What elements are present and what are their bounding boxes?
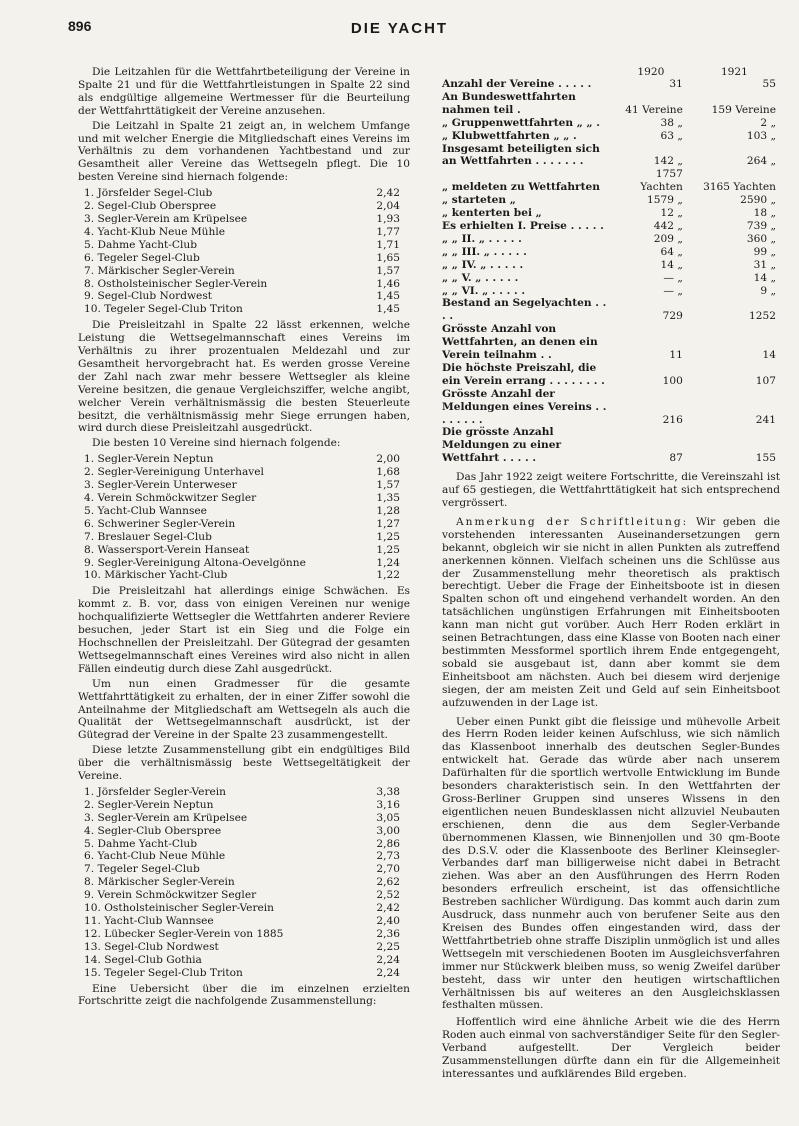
club-name: Dahme Yacht-Club — [97, 837, 197, 850]
row-label: „ Gruppenwettfahrten „ „ . — [442, 116, 600, 129]
score-value: 1,28 — [376, 504, 400, 517]
score-value: 2,25 — [376, 940, 400, 953]
value-1921: 2590 „ — [740, 194, 776, 207]
list-item — [84, 928, 410, 941]
value-1920: — „ — [663, 284, 683, 297]
score-value: 2,04 — [376, 200, 400, 213]
club-name: Tegeler Segel-Club — [97, 863, 200, 876]
page-number: 896 — [68, 18, 92, 34]
value-1921: 55 — [762, 78, 776, 90]
list-item — [84, 838, 410, 851]
list-item — [84, 226, 410, 239]
right-column — [442, 66, 780, 1083]
club-name: Verein Schmöckwitzer Segler — [97, 492, 257, 504]
list-item — [84, 453, 410, 466]
score-value: 1,25 — [376, 530, 400, 543]
rank-number: 8. — [84, 543, 95, 556]
table-row — [442, 207, 780, 220]
row-label: „ „ IV. „ . . . . . — [442, 258, 524, 271]
value-1921: 2 „ — [760, 116, 776, 129]
score-value: 3,38 — [376, 785, 400, 798]
table-row — [442, 143, 780, 169]
table-row — [442, 426, 780, 465]
statistics-table — [442, 66, 780, 465]
score-value: 2,42 — [376, 187, 400, 200]
club-name: Märkischer Segler-Verein — [97, 264, 235, 277]
rank-number: 3. — [84, 811, 95, 824]
list-item — [84, 557, 410, 570]
list-item — [84, 213, 410, 226]
rank-number: 8. — [84, 277, 95, 290]
year-header: 1920 — [637, 66, 665, 78]
rank-number: 1. — [84, 453, 95, 466]
list-item — [84, 569, 410, 582]
row-label: „ „ V. „ . . . . . — [442, 271, 519, 284]
list-item — [84, 278, 410, 291]
club-name: Märkischer Yacht-Club — [104, 569, 228, 582]
value-1920: 38 „ — [660, 116, 683, 129]
rank-number: 7. — [84, 264, 95, 277]
list-item — [84, 915, 410, 928]
score-value: 1,35 — [376, 492, 400, 504]
list-item — [84, 799, 410, 812]
rank-number: 5. — [84, 837, 95, 850]
value-1921: 99 „ — [753, 245, 776, 258]
score-value: 2,62 — [376, 876, 400, 889]
club-name: Segler-Verein Neptun — [97, 453, 214, 466]
list-item — [84, 505, 410, 518]
club-name: Verein Schmöckwitzer Segler — [97, 889, 257, 902]
rank-number: 12. — [84, 927, 101, 940]
value-1920: 41 Vereine — [625, 103, 683, 116]
score-value: 2,52 — [376, 889, 400, 902]
table-row — [442, 194, 780, 207]
list-item — [84, 466, 410, 479]
paragraph: Ueber einen Punkt gibt die fleissige und mühevolle Arbeit des Herrn Roden leider keinen Aufschluss, wie sich nämlich das Klassenboot innerhalb des deutschen Segler-Bundes entwickelt hat. Gerade das würde aber nach unserem Dafürhalten für die sportlich wertvolle Entwicklung im Bunde besonders charakteristisch sein. In den Wettfahrten der Gross-Berliner Gruppen sind unseres Wissens in den eigentlichen neuen Bundesklassen nicht allzuviel Neubauten erschienen, denn die aus dem Segler-Verbande übernommenen Klassen, wie Binnenjollen und 30 qm-Boote des D.S.V. oder die Klassenboote des Berliner Kleinsegler-Verbandes darf man billigerweise nicht dabei in Betracht ziehen. Was aber an den Ausführungen des Herrn Roden besonders erfreulich erscheint, ist das offensichtliche Bestreben sachlicher Würdigung. Das kommt auch darin zum Ausdruck, dass nunmehr auch von berufener Seite aus den Kreisen des Bundes offen eingestanden wird, dass der Wettfahrtbetrieb ohne straffe Disziplin unmöglich ist und alles Wettsegeln mit verschiedenen Booten im Ausgleichsverfahren immer nur Stückwerk bleiben muss, so wenig Zweifel darüber besteht, dass wir unter den heutigen wirtschaftlichen Verhältnissen bis auf weiteres an den Ausgleichsklassen festhalten müssen. — [442, 715, 780, 1012]
list-item — [84, 187, 410, 200]
list-item — [84, 252, 410, 265]
list-item — [84, 954, 410, 967]
club-name: Segel-Club Gothia — [104, 953, 202, 966]
rank-number: 9. — [84, 290, 95, 303]
value-1920: 64 „ — [660, 245, 683, 258]
table-row — [442, 233, 780, 246]
rank-number: 8. — [84, 876, 95, 889]
value-1920: 11 — [669, 349, 683, 362]
rank-number: 2. — [84, 798, 95, 811]
value-1920: 142 „ — [653, 155, 683, 168]
rank-number: 6. — [84, 850, 95, 863]
value-1920: 12 „ — [660, 207, 683, 220]
row-label: „ „ III. „ . . . . . — [442, 245, 527, 258]
table-row — [442, 130, 780, 143]
rank-number: 4. — [84, 492, 95, 504]
club-name: Segler-Verein Neptun — [97, 798, 214, 811]
club-name: Segel-Club Oberspree — [97, 200, 217, 213]
score-value: 1,71 — [376, 238, 400, 251]
paragraph: Die besten 10 Vereine sind hiernach folgende: — [92, 437, 341, 450]
value-1921: 159 Vereine — [711, 103, 776, 116]
club-name: Yacht-Club Neue Mühle — [97, 850, 226, 863]
club-name: Segler-Club Oberspree — [97, 824, 222, 837]
score-value: 1,45 — [376, 303, 400, 316]
score-value: 1,27 — [376, 517, 400, 530]
score-value: 1,93 — [376, 212, 400, 225]
club-name: Jörsfelder Segler-Verein — [97, 785, 226, 798]
list-item — [84, 531, 410, 544]
list-item — [84, 200, 410, 213]
table-row — [442, 246, 780, 259]
list-item — [84, 967, 410, 980]
score-value: 1,22 — [376, 569, 400, 582]
score-value: 2,42 — [376, 902, 400, 915]
value-1920: 729 — [662, 310, 683, 323]
list-item — [84, 876, 410, 889]
score-value: 2,70 — [376, 863, 400, 876]
row-label: Grösste Anzahl von Wettfahrten, an denen ein Verein teilnahm . . — [442, 323, 598, 362]
value-1921: 264 „ — [746, 155, 776, 168]
value-1920: — „ — [663, 271, 683, 284]
rank-number: 10. — [84, 569, 101, 582]
rank-number: 2. — [84, 200, 95, 213]
club-name: Schweriner Segler-Verein — [97, 517, 236, 530]
value-1920: 1757 Yachten — [640, 168, 683, 194]
paragraph: Die Preisleitzahl hat allerdings einige Schwächen. Es kommt z. B. vor, dass von einigen Vereinen nur wenige hochqualifizierte Wettsegler die Wettfahrten anderer Reviere besuchen, jeder Start ist ein Sieg und die Folge ein Hochschnellen der Preisleitzahl. Der Gütegrad der gesamten Wettsegelmannschaft eines Vereines wird also nicht in allen Fällen eindeutig durch diese Zahl ausgedrückt. — [78, 585, 410, 675]
club-name: Tegeler Segel-Club Triton — [104, 966, 243, 979]
rank-number: 6. — [84, 517, 95, 530]
score-value: 2,40 — [376, 915, 400, 927]
score-value: 2,24 — [376, 953, 400, 966]
club-name: Wassersport-Verein Hanseat — [97, 543, 250, 556]
row-label: Die grösste Anzahl Meldungen zu einer Wettfahrt . . . . . — [442, 426, 562, 465]
row-label: „ Klubwettfahrten „ „ . — [442, 129, 577, 142]
paragraph: Die Leitzahl in Spalte 21 zeigt an, in welchem Umfange und mit welcher Energie die Mitgliedschaft eines Vereins im Verhältnis zu dem vorhandenen Yachtbestand und zur Gesamtheit aller Vereine das Wettsegeln pflegt. Die 10 besten Vereine sind hiernach folgende: — [78, 119, 410, 184]
club-name: Ostholsteinischer Segler-Verein — [97, 277, 268, 290]
club-name: Jörsfelder Segel-Club — [97, 187, 213, 200]
score-value: 3,16 — [376, 798, 400, 811]
paragraph: Eine Uebersicht über die im einzelnen erzielten Fortschritte zeigt die nachfolgende Zusammenstellung: — [78, 982, 410, 1008]
value-1921: 155 — [755, 452, 776, 465]
club-name: Tegeler Segel-Club — [97, 251, 200, 264]
score-value: 2,36 — [376, 927, 400, 940]
value-1921: 360 „ — [746, 232, 776, 245]
table-row — [442, 117, 780, 130]
club-name: Lübecker Segler-Verein von 1885 — [104, 927, 284, 940]
table-row — [442, 259, 780, 272]
value-1920: 442 „ — [653, 219, 683, 232]
score-value: 2,00 — [376, 453, 400, 466]
list-item — [84, 518, 410, 531]
value-1921: 103 „ — [746, 129, 776, 142]
note-heading: Anmerkung der Schriftleitung: — [456, 515, 689, 528]
list-item — [84, 544, 410, 557]
club-name: Segler-Vereinigung Unterhavel — [97, 466, 264, 479]
club-name: Märkischer Segler-Verein — [97, 876, 235, 889]
club-name: Ostholsteinischer Segler-Verein — [104, 902, 274, 915]
table-row — [442, 220, 780, 233]
value-1920: 209 „ — [653, 232, 683, 245]
table-header-row — [442, 66, 780, 78]
paragraph: Die Leitzahlen für die Wettfahrtbeteiligung der Vereine in Spalte 21 und für die Wettfahrtleistungen in Spalte 22 sind als endgültige allgemeine Wertmesser für die Beurteilung der Wettfahrttätigkeit der Vereine anzusehen. — [78, 66, 410, 117]
score-value: 2,24 — [376, 966, 400, 979]
list-item — [84, 941, 410, 954]
rank-number: 3. — [84, 479, 95, 492]
score-value: 2,86 — [376, 837, 400, 850]
club-name: Segler-Verein am Krüpelsee — [97, 212, 248, 225]
paragraph: Um nun einen Gradmesser für die gesamte Wettfahrttätigkeit zu erhalten, der in einer Ziffer sowohl die Anteilnahme der Mitgliedschaft am Wettsegeln als auch die Qualität der Wettsegelmannschaft ausdrückt, ist der Gütegrad der Vereine in der Spalte 23 zusammengestellt. — [78, 677, 410, 742]
rank-number: 15. — [84, 966, 101, 979]
value-1921: 1252 — [749, 310, 776, 323]
table-row — [442, 297, 780, 323]
paragraph: Die Preisleitzahl in Spalte 22 lässt erkennen, welche Leistung die Wettsegelmannschaft eines Vereins im Verhältnis zu ihrer prozentualen Meldezahl und zur Gesamtheit hervorgebracht hat. Es werden grosse Vereine der Zahl nach zwar mehr bessere Wettsegler als kleine Vereine besitzen, die genaue Vergleichsziffer, welche angibt, welcher Verein verhältnismässig die besten Steuerleute besitzt, die verhältnismässig mehr Siege errungen haben, wird durch diese Preisleitzahl ausgedrückt. — [78, 319, 410, 435]
row-label: „ „ II. „ . . . . . — [442, 232, 522, 245]
list-item — [84, 902, 410, 915]
value-1920: 31 — [669, 78, 683, 90]
row-label: Grösste Anzahl der Meldungen eines Vereins . . . . . . . . — [442, 387, 607, 426]
paragraph: Das Jahr 1922 zeigt weitere Fortschritte, die Vereinszahl ist auf 65 gestiegen, die Wettfahrttätigkeit hat sich entsprechend vergrössert. — [442, 471, 780, 509]
score-value: 1,65 — [376, 251, 400, 264]
club-name: Segler-Verein am Krüpelsee — [97, 811, 248, 824]
score-value: 1,45 — [376, 290, 400, 303]
value-1920: 100 — [662, 374, 683, 387]
list-item — [84, 812, 410, 825]
table-row — [442, 91, 780, 117]
club-name: Segel-Club Nordwest — [97, 290, 213, 303]
club-name: Segler-Vereinigung Altona-Oevelgönne — [97, 556, 306, 569]
club-name: Segler-Verein Unterweser — [97, 479, 237, 492]
left-column — [78, 66, 410, 1010]
rank-number: 5. — [84, 504, 95, 517]
row-label: „ starteten „ — [442, 194, 516, 207]
rank-number: 7. — [84, 530, 95, 543]
row-label: „ „ VI. „ . . . . . — [442, 284, 526, 297]
note-body: Wir geben die vorstehenden interessanten Auseinandersetzungen gern bekannt, obgleich wir sie nicht in allen Punkten als zutreffend anerkennen können. Vielfach scheinen uns die Schlüsse aus der Zusammenstellung mehr theoretisch als praktisch berechtigt. Ueber die Frage der Einheitsboote ist in diesen Spalten schon oft und eingehend verhandelt worden. An den tatsächlichen ungünstigen Erfahrungen mit Einheitsbooten kann man nicht gut vorüber. Auch Herr Roden erklärt in seinen Betrachtungen, dass eine Klasse von Booten nach einer bestimmten Messformel sportlich ihrem Ende entgegengeht, sobald sie ausgebaut ist, dann aber kommt sie dem Einheitsboot am nächsten. Auch bei diesem wird derjenige siegen, der am meisten Zeit und Geld auf sein Einheitsboot aufzuwenden in der Lage ist. — [442, 515, 780, 709]
table-row — [442, 388, 780, 427]
row-label: „ meldeten zu Wettfahrten — [442, 181, 600, 194]
list-item — [84, 850, 410, 863]
score-value: 2,73 — [376, 850, 400, 863]
value-1921: 107 — [755, 374, 776, 387]
row-label: „ kenterten bei „ — [442, 207, 542, 220]
rank-number: 3. — [84, 212, 95, 225]
value-1920: 63 „ — [660, 129, 683, 142]
value-1921: 31 „ — [753, 258, 776, 271]
table-row — [442, 168, 780, 194]
value-1921: 739 „ — [746, 219, 776, 232]
rank-number: 2. — [84, 466, 95, 479]
club-name: Yacht-Club Wannsee — [104, 915, 214, 927]
score-value: 1,46 — [376, 277, 400, 290]
club-name: Tegeler Segel-Club Triton — [104, 303, 243, 316]
row-label: Es erhielten I. Preise . . . . . — [442, 219, 604, 232]
value-1920: 216 — [662, 413, 683, 426]
table-row — [442, 285, 780, 298]
list-item — [84, 290, 410, 303]
rank-number: 7. — [84, 863, 95, 876]
score-value: 1,57 — [376, 479, 400, 492]
list-item — [84, 239, 410, 252]
rank-number: 14. — [84, 953, 101, 966]
value-1921: 14 — [762, 349, 776, 362]
ranking-list-participation — [84, 187, 410, 316]
score-value: 3,05 — [376, 811, 400, 824]
value-1921: 3165 Yachten — [703, 181, 776, 194]
table-row — [442, 362, 780, 388]
list-item — [84, 825, 410, 838]
rank-number: 6. — [84, 251, 95, 264]
score-value: 1,57 — [376, 264, 400, 277]
rank-number: 10. — [84, 902, 101, 915]
year-header: 1921 — [720, 66, 748, 78]
value-1920: 87 — [669, 452, 683, 465]
rank-number: 9. — [84, 556, 95, 569]
rank-number: 5. — [84, 238, 95, 251]
row-label: Insgesamt beteiligten sich an Wettfahrten . . . . . . . — [442, 142, 600, 168]
table-row — [442, 323, 780, 362]
rank-number: 4. — [84, 225, 95, 238]
rank-number: 11. — [84, 915, 101, 927]
rank-number: 4. — [84, 824, 95, 837]
table-row — [442, 78, 780, 91]
row-label: Anzahl der Vereine . . . . . — [442, 78, 592, 90]
value-1921: 18 „ — [753, 207, 776, 220]
paragraph: Diese letzte Zusammenstellung gibt ein endgültiges Bild über die verhältnismässig beste Wettsegeltätigkeit der Vereine. — [78, 744, 410, 783]
row-label: An Bundeswettfahrten nahmen teil . — [442, 90, 576, 116]
row-label: Bestand an Segelyachten . . . . — [442, 297, 607, 323]
club-name: Yacht-Klub Neue Mühle — [97, 225, 225, 238]
value-1920: 14 „ — [660, 258, 683, 271]
score-value: 1,77 — [376, 225, 400, 238]
value-1921: 241 — [755, 413, 776, 426]
list-item — [84, 863, 410, 876]
list-item — [84, 265, 410, 278]
value-1920: 1579 „ — [647, 194, 683, 207]
score-value: 1,68 — [376, 466, 400, 479]
club-name: Dahme Yacht-Club — [97, 238, 197, 251]
value-1921: 14 „ — [753, 271, 776, 284]
editorial-note — [442, 516, 780, 710]
list-item — [84, 492, 410, 505]
ranking-list-prizes — [84, 453, 410, 582]
score-value: 3,00 — [376, 824, 400, 837]
score-value: 1,24 — [376, 556, 400, 569]
list-item — [84, 303, 410, 316]
list-item — [84, 889, 410, 902]
paragraph: Hoffentlich wird eine ähnliche Arbeit wie die des Herrn Roden auch einmal von sachverständiger Seite für den Segler-Verband aufgestellt. Der Vergleich beider Zusammenstellungen dürfte dann ein für die Allgemeinheit interessantes und aufklärendes Bild ergeben. — [442, 1016, 780, 1080]
rank-number: 1. — [84, 785, 95, 798]
list-item — [84, 479, 410, 492]
score-value: 1,25 — [376, 543, 400, 556]
rank-number: 9. — [84, 889, 95, 902]
table-row — [442, 272, 780, 285]
club-name: Segel-Club Nordwest — [104, 940, 219, 953]
running-header: DIE YACHT — [350, 20, 449, 37]
ranking-list-quality — [84, 786, 410, 980]
value-1921: 9 „ — [760, 284, 776, 297]
row-label: Die höchste Preiszahl, die ein Verein errang . . . . . . . . — [442, 361, 605, 387]
rank-number: 10. — [84, 303, 101, 316]
list-item — [84, 786, 410, 799]
rank-number: 13. — [84, 940, 101, 953]
club-name: Yacht-Club Wannsee — [97, 504, 207, 517]
rank-number: 1. — [84, 187, 95, 200]
club-name: Breslauer Segel-Club — [97, 530, 212, 543]
